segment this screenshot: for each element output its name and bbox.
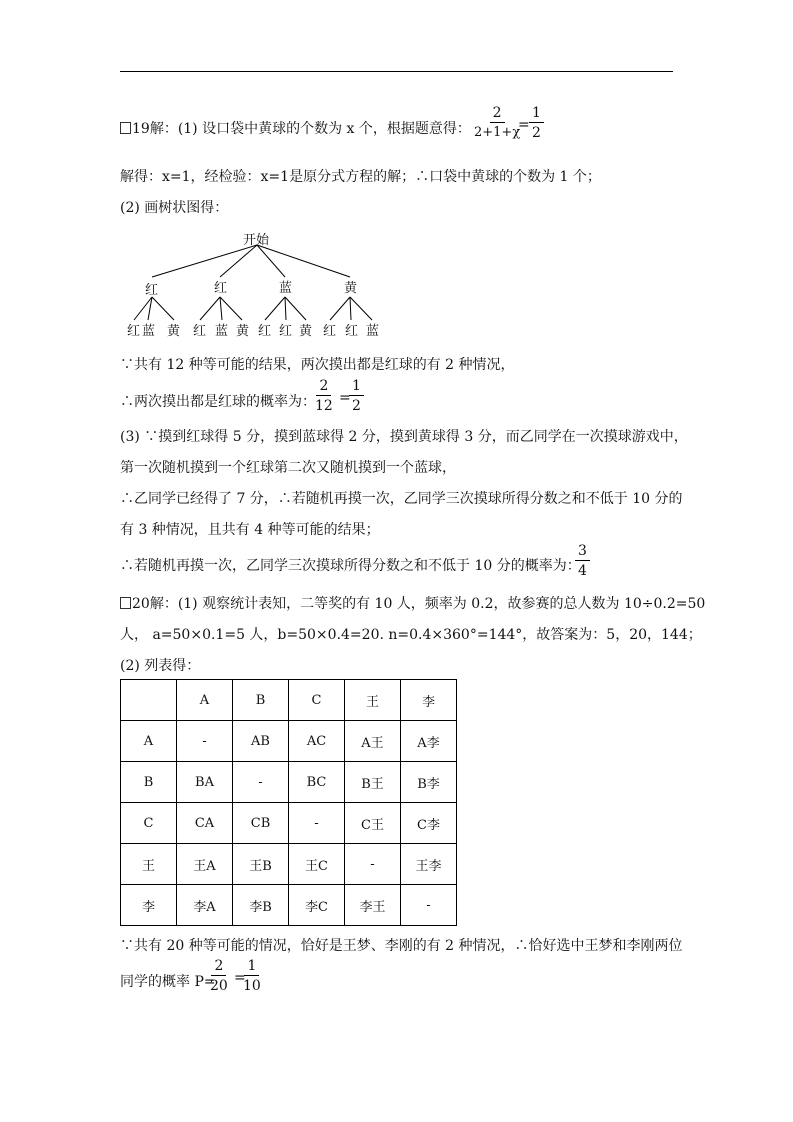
equals-sign: = [234, 970, 246, 986]
table-cell: - [401, 885, 457, 926]
q19-prob-fraction-left: $\frac{2}{12}$ [315, 378, 333, 414]
missing-glyph-icon [120, 597, 131, 609]
table-cell: CA [177, 803, 233, 844]
table-cell: 王C [289, 844, 345, 885]
table-cell: 李B [233, 885, 289, 926]
q19-line8: ∴乙同学已经得了 7 分，∴若随机再摸一次，乙同学三次摸球所得分数之和不低于 10 分的 [120, 491, 683, 507]
tree-leaf: 红 [193, 324, 207, 339]
table-cell: - [345, 844, 401, 885]
table-cell: 李A [177, 885, 233, 926]
q19-line1: 19解：(1) 设口袋中黄球的个数为 x 个，根据题意得： [120, 118, 471, 138]
table-cell: B李 [401, 762, 457, 803]
tree-leaf: 蓝 [215, 324, 229, 339]
q19-line2: 解得：x=1，经检验：x=1是原分式方程的解；∴口袋中黄球的个数为 1 个； [120, 169, 601, 185]
table-cell: C王 [345, 803, 401, 844]
table-cell: - [289, 803, 345, 844]
tree-node-l1: 蓝 [279, 281, 293, 296]
table-cell: A [177, 680, 233, 721]
table-cell: C李 [401, 803, 457, 844]
table-cell: CB [233, 803, 289, 844]
table-cell: 李 [121, 885, 177, 926]
header-rule [120, 71, 673, 72]
tree-leaf: 红 [345, 324, 359, 339]
table-cell: BC [289, 762, 345, 803]
tree-leaf: 红 [323, 324, 337, 339]
q19-fraction-right: $\frac{1}{2}$ [529, 105, 544, 142]
table-row [121, 680, 457, 721]
table-cell: 李王 [345, 885, 401, 926]
tree-leaf: 红 [127, 324, 141, 339]
table-cell: A [121, 721, 177, 762]
q20-line5: 同学的概率 P= [120, 974, 216, 990]
q19-line4: ∵共有 12 种等可能的结果，两次摸出都是红球的有 2 种情况， [120, 357, 515, 373]
q20-line1: 20解：(1) 观察统计表知，二等奖的有 10 人，频率为 0.2，故参赛的总人数为 10÷0.2=50 [120, 593, 705, 613]
table-cell: 王B [233, 844, 289, 885]
q19-line5: ∴两次摸出都是红球的概率为： [120, 394, 316, 410]
q19-line3: (2) 画树状图得： [120, 200, 229, 216]
table-cell [121, 680, 177, 721]
table-cell: B王 [345, 762, 401, 803]
q19-prob-fraction-right: $\frac{1}{2}$ [349, 378, 364, 415]
table-row [121, 844, 457, 885]
table-cell: C [121, 803, 177, 844]
table-cell: 王 [121, 844, 177, 885]
table-cell: 王 [345, 680, 401, 721]
tree-node-l1: 红 [214, 281, 228, 296]
table-row [121, 721, 457, 762]
q19-fraction-left: $\frac{2}{2+1+\chi}$ [474, 105, 521, 140]
table-cell: 王李 [401, 844, 457, 885]
table-cell: 李C [289, 885, 345, 926]
table-cell: B [233, 680, 289, 721]
q19-line7: 第一次随机摸到一个红球第二次又随机摸到一个蓝球， [120, 460, 456, 476]
q19-line6: (3) ∵摸到红球得 5 分，摸到蓝球得 2 分，摸到黄球得 3 分，而乙同学在一次摸球游戏中， [120, 429, 688, 445]
equals-sign: = [518, 117, 530, 133]
q20-line2: 人， a=50×0.1=5 人，b=50×0.4=20. n=0.4×360°=144°，故答案为：5，20，144； [120, 627, 702, 643]
table-cell: BA [177, 762, 233, 803]
q19-final-fraction: $\frac{3}{4}$ [575, 543, 590, 580]
tree-leaf: 黄 [299, 324, 313, 339]
q20-prob-fraction-right: $\frac{1}{10}$ [243, 958, 261, 994]
table-row [121, 762, 457, 803]
tree-leaf: 黄 [167, 324, 181, 339]
table-cell: 王A [177, 844, 233, 885]
table-cell: - [233, 762, 289, 803]
q20-prob-fraction-left: $\frac{2}{20}$ [210, 958, 228, 994]
q19-line10: ∴若随机再摸一次，乙同学三次摸球所得分数之和不低于 10 分的概率为： [120, 558, 581, 574]
tree-leaf: 黄 [236, 324, 250, 339]
equals-sign: = [339, 390, 351, 406]
tree-leaf: 蓝 [142, 324, 156, 339]
tree-node-l1: 红 [145, 283, 159, 298]
table-row [121, 803, 457, 844]
missing-glyph-icon [120, 122, 131, 134]
table-cell: AB [233, 721, 289, 762]
tree-root: 开始 [243, 233, 270, 248]
table-cell: 李 [401, 680, 457, 721]
tree-node-l1: 黄 [344, 281, 358, 296]
tree-leaf: 红 [258, 324, 272, 339]
q20-line3: (2) 列表得： [120, 658, 201, 674]
table-cell: C [289, 680, 345, 721]
tree-leaf: 蓝 [366, 324, 380, 339]
table-cell: A李 [401, 721, 457, 762]
table-cell: - [177, 721, 233, 762]
q19-line9: 有 3 种情况，且共有 4 种等可能的结果； [120, 522, 380, 538]
table-cell: B [121, 762, 177, 803]
outcome-table [120, 679, 457, 926]
tree-leaf: 红 [279, 324, 293, 339]
table-cell: AC [289, 721, 345, 762]
table-cell: A王 [345, 721, 401, 762]
q20-line4: ∵共有 20 种等可能的情况，恰好是王梦、李刚的有 2 种情况，∴恰好选中王梦和李刚两位 [120, 938, 683, 954]
table-row [121, 885, 457, 926]
